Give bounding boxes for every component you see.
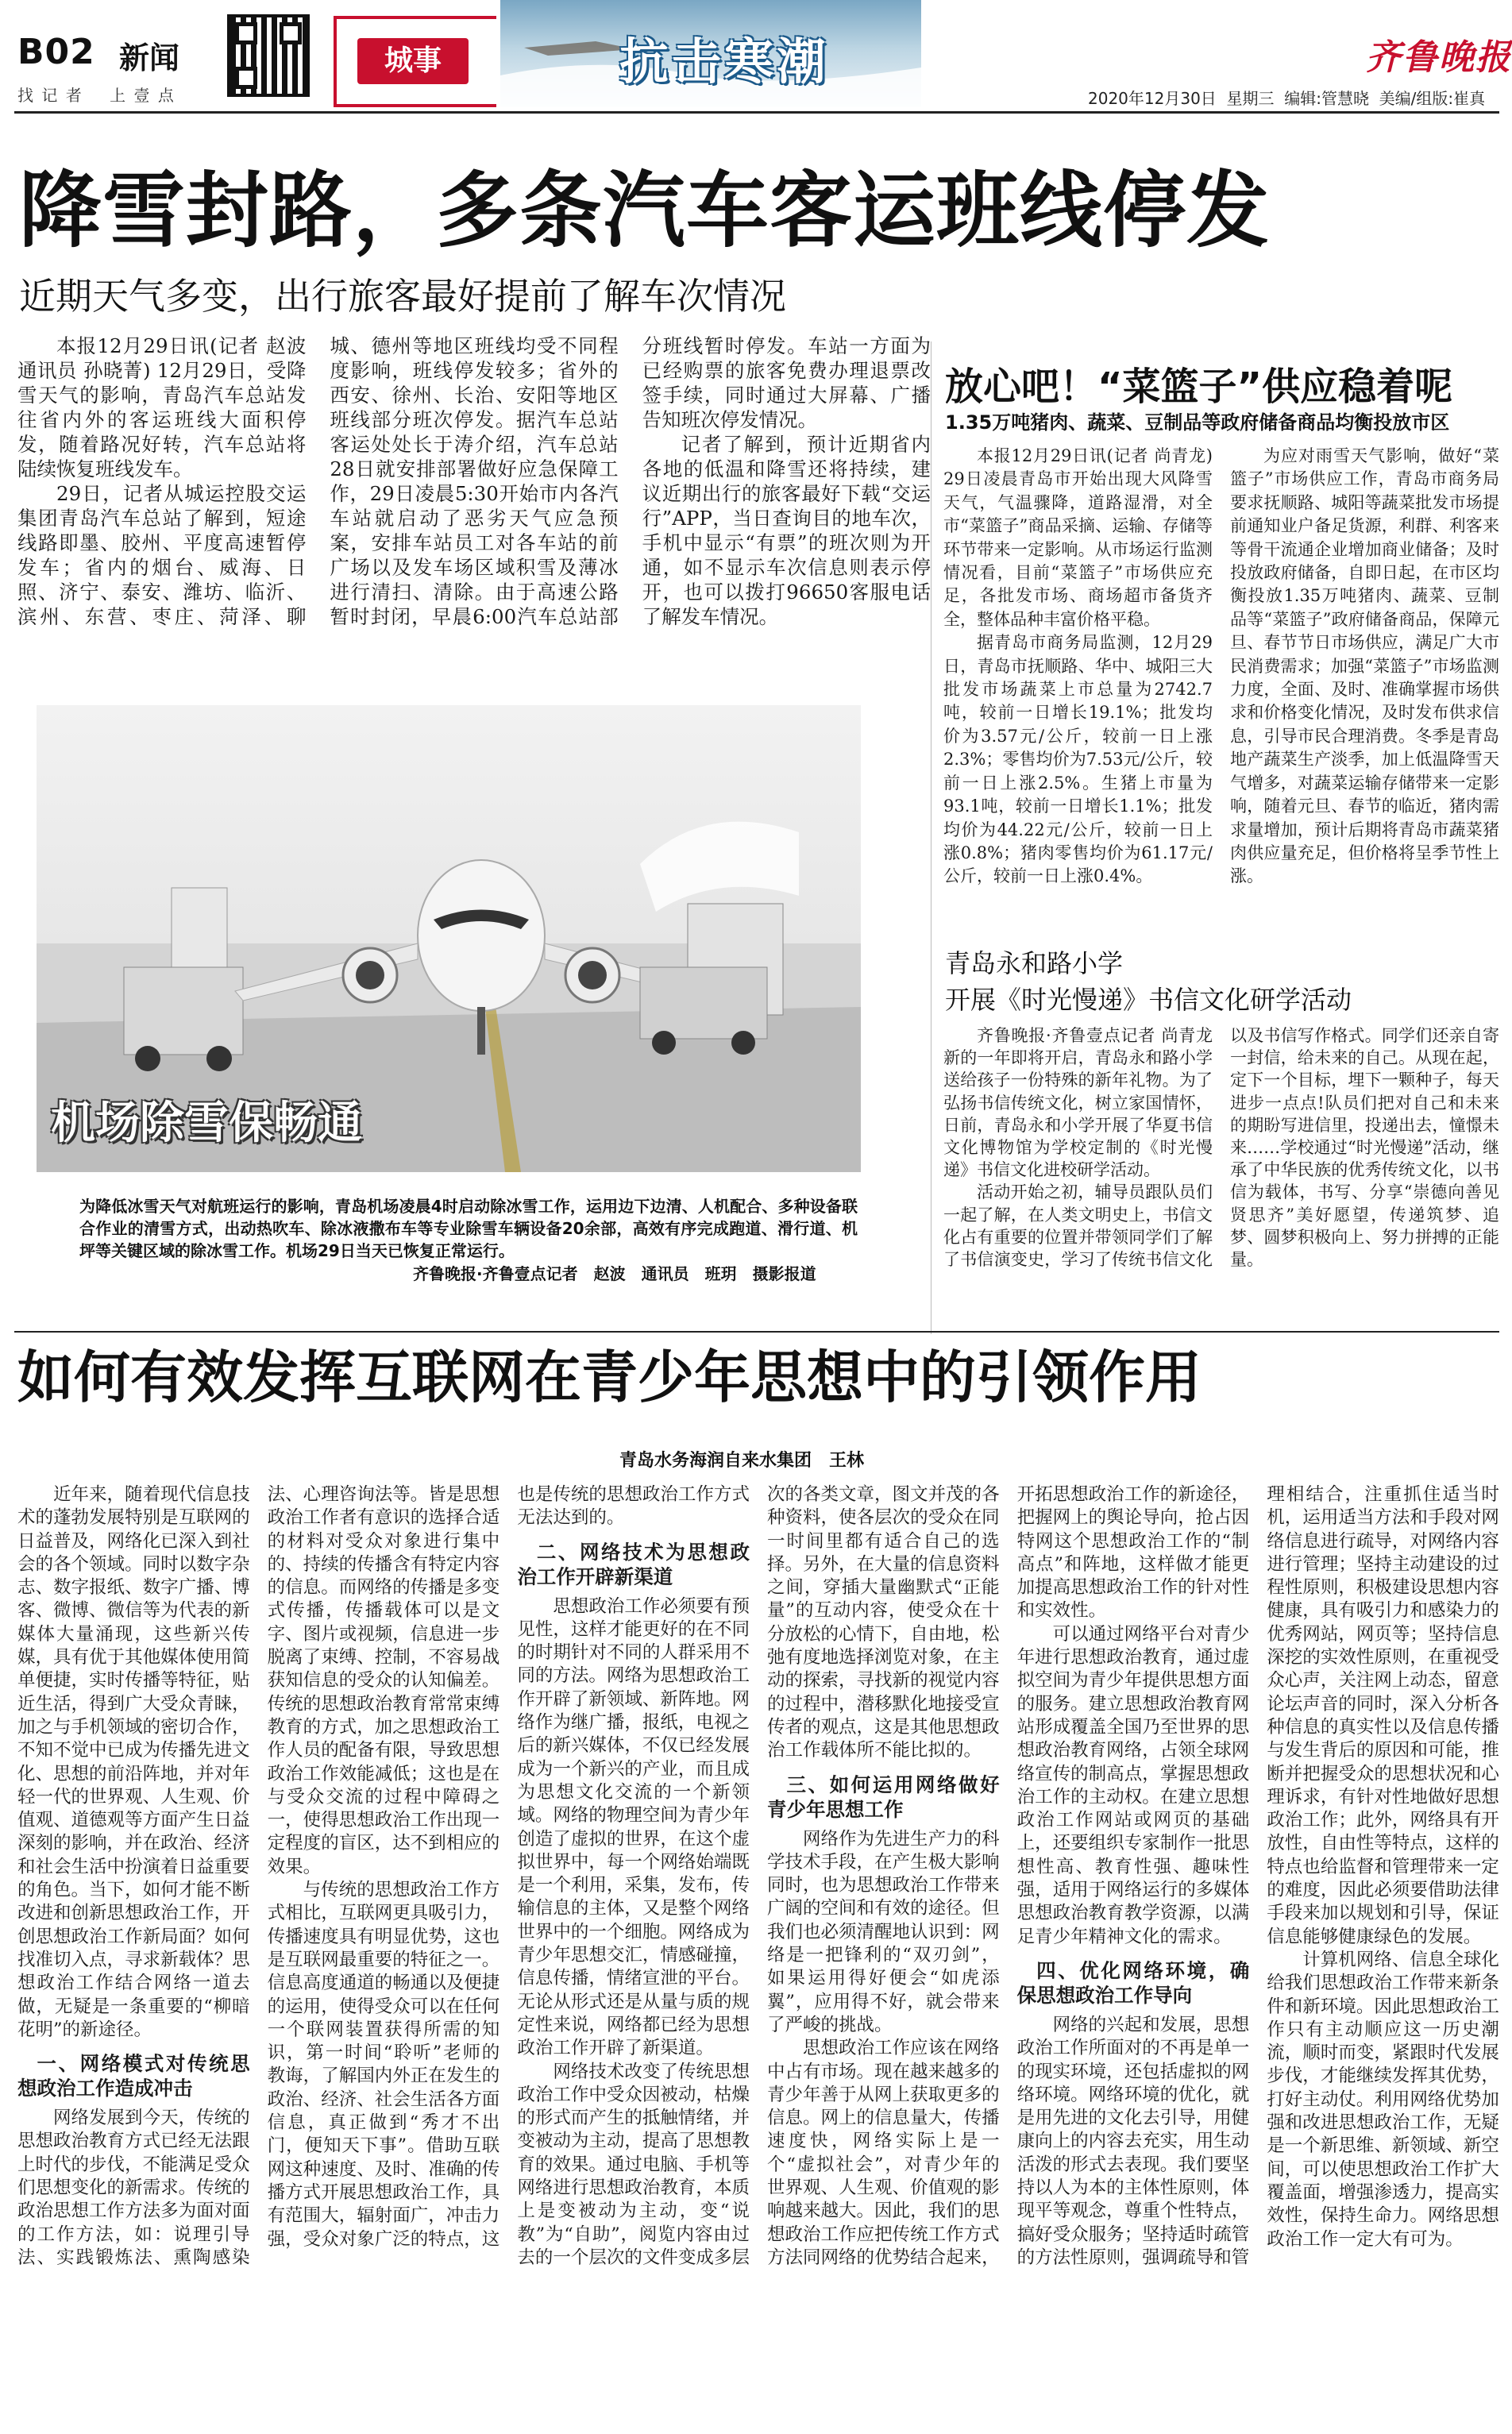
article4-section-head: 四、优化网络环境，确保思想政治工作导向 (1016, 1958, 1250, 2007)
article2-body (943, 445, 1499, 937)
article1-para: 记者了解到，预计近期省内各地的低温和降雪还将持续，建议近期出行的旅客最好下载“交运行”APP，当日查询目的地车次，手机中显示“有票”的班次则为开通，如不显示车次信息则表示停开，也可以拨打96650客服电话了解发车情况。 (642, 433, 931, 628)
article4-para: 网络发展到今天，传统的思想政治教育方式已经无法跟上时代的步伐，不能满足受众们思想变化的新需求。传统的政治思想工作方法多为面对面的工作方法，如：说理引导法、实践锻炼法、熏陶感染法、心理咨询法等。皆是思想政治工作者有意识的选择合适的材料对受众对象进行集中的、持续的传播含有特定内容的信息。而网络的传播是多变式传播，传播载体可以是文字、图片或视频，信息进一步脱离了束缚、控制，不容易战获知信息的受众的认知偏差。传统的思想政治教育常常束缚教育的方式，加之思想政治工作人员的配备有限，导致思想政治工作效能减低；这也是在与受众交流的过程中障碍之一，使得思想政治工作出现一定程度的盲区，达不到相应的效果。 (17, 1484, 500, 2268)
article4-para: 与传统的思想政治工作方式相比，互联网更具吸引力，传播速度具有明显优势，这也是互联网最重要的特征之一。信息高度通道的畅通以及便捷的运用，使得受众可以在任何一个联网装置获得所需的知识，第一时间“聆听”老师的教诲，了解国内外正在发生的政治、经济、社会生活各方面信息，真正做到“秀才不出门，便知天下事”。借助互联网这种速度、及时、准确的传播方式开展思想政治工作，具有范围大，辐射面广，冲击力强，受众对象广泛的特点，这也是传统的思想政治工作方式无法达到的。 (267, 1484, 750, 2250)
article4-para: 网络的兴起和发展，思想政治工作所面对的不再是单一的现实环境，还包括虚拟的网络环境。网络环境的优化，就是用先进的文化去引导，用健康向上的内容去充实，用生动活泼的形式去表现。我们要坚持以人为本的主体性原则，体现平等观念，尊重个性特点，搞好受众服务；坚持适时疏管的方法性原则，强调疏导和管理相结合，注重抓住适当时机，运用适当方法和手段对网络信息进行疏导，对网络内容进行管理；坚持主动建设的过程性原则，积极建设思想内容健康，具有吸引力和感染力的优秀网站，网页等；坚持信息深挖的实效性原则，在重视受众心声，关注网上动态，留意论坛声音的同时，深入分析各种信息的真实性以及信息传播与发生背后的原因和可能，推断并把握受众的思想状况和心理诉求，有针对性地做好思想政治工作；此外，网络具有开放性，自由性等特点，这样的特点也给监督和管理带来一定的难度，因此必须要借助法律手段来加以规划和引导，保证信息能够健康绿色的发展。 (1016, 1484, 1499, 2268)
article4-para: 近年来，随着现代信息技术的蓬勃发展特别是互联网的日益普及，网络化已深入到社会的各个领域。同时以数字杂志、数字报纸、数字广播、博客、微博、微信等为代表的新媒体大量涌现，这些新兴传媒，具有优于其他媒体使用简单便捷，实时传播等特征，贴近生活，得到广大受众青睐，加之与手机领域的密切合作，不知不觉中已成为传播先进文化、思想的前沿阵地，并对年轻一代的世界观、人生观、价值观、道德观等方面产生日益深刻的影响，并在政治、经济和社会生活中扮演着日益重要的角色。当下，如何才能不断改进和创新思想政治工作，开创思想政治工作新局面？如何找准切入点，寻求新载体？思想政治工作结合网络一道去做，无疑是一条重要的“柳暗花明”的新途径。 (17, 1484, 250, 2040)
article4-body (17, 1483, 1499, 2428)
article4-para: 思想政治工作必须要有预见性，这样才能更好的在不同的时期针对不同的人群采用不同的方法。网络为思想政治工作开辟了新领域、新阵地。网络作为继广播，报纸，电视之后的新兴媒体，不仅已经发展成为一个新兴的产业，而且成为思想文化交流的一个新领域。网络的物理空间为青少年创造了虚拟的世界，在这个虚拟世界中，每一个网络始端既是一个利用，采集，发布，传输信息的主体，又是整个网络世界中的一个细胞。网络成为青少年思想交汇，情感碰撞，信息传播，情绪宣泄的平台。无论从形式还是从量与质的规定性来说，网络都已经为思想政治工作开辟了新渠道。 (517, 1595, 750, 2059)
section-name: 新闻 (119, 41, 180, 75)
article3-headline-line1: 青岛永和路小学 (945, 948, 1124, 978)
article3-para: 活动开始之初，辅导员跟队员们一起了解，在人类文明史上，书信文化占有重要的位置并带领同学们了解了书信演变史，学习了传统书信文化以及书信写作格式。同学们还亲自寄一封信，给未来的自己。从现在起，定下一个目标，埋下一颗种子，每天进步一点点!队员们把对自己和未来的期盼写进信里，投递出去，憧憬未来……学校通过“时光慢递”活动，继承了中华民族的优秀传统文化，以书信为载体，书写、分享“崇德向善见贤思齐”美好愿望，传递筑梦、追梦、圆梦积极向上、努力拼搏的正能量。 (943, 1026, 1499, 1270)
article4-section-head: 二、网络技术为思想政治工作开辟新渠道 (517, 1540, 750, 1588)
photo-overlay-title: 机场除雪保畅通 (51, 1097, 362, 1149)
article1-para: 29日，记者从城运控股交运集团青岛汽车总站了解到，短途线路即墨、胶州、平度高速暂停发车；省内的烟台、威海、日照、济宁、泰安、潍坊、临沂、滨州、东营、枣庄、菏泽、聊城、德州等地区班线均受不同程度影响，班线停发较多；省外的西安、徐州、长治、安阳等地区班线部分班次停发。据汽车总站客运处处长于涛介绍，汽车总站28日就安排部署做好应急保障工作，29日凌晨5:30开始市内各汽车站就启动了恶劣天气应急预案，安排车站员工对各车站的前广场以及发车场区域积雪及薄冰进行清扫、清除。由于高速公路暂时封闭，早晨6:00汽车总站部分班线暂时停发。车站一方面为已经购票的旅客免费办理退票改签手续，同时通过大屏幕、广播告知班次停发情况。 (17, 334, 931, 628)
article1-body (17, 334, 931, 671)
article4-byline: 青岛水务海润自来水集团 王林 (619, 1451, 865, 1471)
article4-headline: 如何有效发挥互联网在青少年思想中的引领作用 (17, 1344, 1202, 1410)
qr-code-icon (227, 14, 310, 97)
article3-para: 齐鲁晚报·齐鲁壹点记者 尚青龙 新的一年即将开启，青岛永和路小学送给孩子一份特殊的新年礼物。为了弘扬书信传统文化，树立家国情怀，日前，青岛永和小学开展了华夏书信文化博物馆为学校定制的《时光慢递》书信文化进校研学活动。 (943, 1026, 1213, 1180)
banner-title: 抗击寒潮 (619, 33, 830, 91)
page-code: B02 (17, 32, 95, 72)
article2-subhead: 1.35万吨猪肉、蔬菜、豆制品等政府储备商品均衡投放市区 (945, 411, 1450, 434)
column-divider (931, 341, 932, 1334)
article4-para: 可以通过网络平台对青少年进行思想政治教育，通过虚拟空间为青少年提供思想方面的服务。建立思想政治教育网站形成覆盖全国乃至世界的思想政治教育网络，占领全球网络宣传的制高点，掌握思想政治工作的主动权。在建立思想政治工作网站或网页的基础上，还要组织专家制作一批思想性高、教育性强、趣味性强，适用于网络运行的多媒体思想政治教育教学资源，以满足青少年精神文化的需求。 (1016, 1623, 1250, 1947)
article2-headline: 放心吧！“菜篮子”供应稳着呢 (945, 365, 1453, 409)
photo-caption: 为降低冰雪天气对航班运行的影响，青岛机场凌晨4时启动除冰雪工作，运用边下边清、人机配合、多种设备联合作业的清雪方式，出动热吹车、除冰液撒布车等专业除雪车辆设备20余部，高效有序完成跑道、滑行道、机坪等关键区域的除冰雪工作。机场29日当天已恢复正常运行。 (79, 1197, 858, 1260)
article4-section-head: 一、网络模式对传统思想政治工作造成冲击 (17, 2052, 250, 2100)
masthead-rule (14, 111, 1499, 114)
paper-logo: 齐鲁晚报 (1366, 37, 1512, 78)
article1-headline: 降雪封路，多条汽车客运班线停发 (19, 162, 1271, 259)
article4-para: 思想政治工作应该在网络中占有市场。现在越来越多的青少年善于从网上获取更多的信息。网上的信息量大，传播速度快，网络实际上是一个“虚拟社会”，对青少年的世界观、人生观、价值观的影响越来越大。因此，我们的思想政治工作应把传统工作方式方法同网络的优势结合起来，开拓思想政治工作的新途径，把握网上的舆论导向，抢占因特网这个思想政治工作的“制高点”和阵地，这样做才能更加提高思想政治工作的针对性和实效性。 (766, 1484, 1250, 2268)
article2-para: 据青岛市商务局监测，12月29日，青岛市抚顺路、华中、城阳三大批发市场蔬菜上市总量为2742.7吨，较前一日增长19.1%；批发均价为3.57元/公斤，较前一日上涨2.3%；零售均价为7.53元/公斤，较前一日上涨2.5%。生猪上市量为93.1吨，较前一日增长1.1%；批发均价为44.22元/公斤，较前一日上涨0.8%；猪肉零售均价为61.17元/公斤，较前一日上涨0.4%。 (943, 633, 1213, 886)
article2-para: 本报12月29日讯(记者 尚青龙) 29日凌晨青岛市开始出现大风降雪天气，气温骤降，道路湿滑，对全市“菜篮子”商品采摘、运输、存储等环节带来一定影响。从市场运行监测情况看，目前“菜篮子”市场供应充足，各批发市场、商场超市备货齐全，整体品种丰富价格平稳。 (943, 446, 1213, 629)
issue-meta: 2020年12月30日 星期三 编辑:管慧晓 美编/组版:崔真 (1088, 89, 1486, 108)
section-tag-label: 城事 (357, 38, 469, 84)
article3-body (943, 1024, 1499, 1331)
article1-para: 本报12月29日讯(记者 赵波 通讯员 孙晓菁) 12月29日，受降雪天气的影响，青岛汽车总站发往省内外的客运班线大面积停发，随着路况好转，汽车总站将陆续恢复班线发车。 (17, 334, 307, 480)
article4-section-head: 三、如何运用网络做好青少年思想工作 (766, 1772, 1000, 1821)
article4-para: 计算机网络、信息全球化给我们思想政治工作带来新条件和新环境。因此思想政治工作只有主动顺应这一历史潮流，顺时而变，紧跟时代发展步伐，才能继续发挥其优势，打好主动仗。利用网络优势加强和改进思想政治工作，无疑是一个新思维、新领域、新空间，可以使思想政治工作扩大覆盖面，增强渗透力，提高实效性，保持生命力。网络思想政治工作一定大有可为。 (1267, 1949, 1499, 2250)
photo-credit: 齐鲁晚报·齐鲁壹点记者 赵波 通讯员 班玥 摄影报道 (413, 1264, 816, 1283)
article1-subhead: 近期天气多变，出行旅客最好提前了解车次情况 (19, 275, 786, 318)
slogan: 找 记 者 上 壹 点 (17, 86, 176, 105)
airport-photo (37, 705, 861, 1172)
article4-para: 网络作为先进生产力的科学技术手段，在产生极大影响同时，也为思想政治工作带来广阔的空间和有效的途径。但我们也必须清醒地认识到：网络是一把锋利的“双刃剑”，如果运用得好便会“如虎添翼”，应用得不好，就会带来了严峻的挑战。 (766, 1828, 1000, 2035)
section-rule (14, 1331, 1499, 1333)
article2-para: 为应对雨雪天气影响，做好“菜篮子”市场供应工作，青岛市商务局要求抚顺路、城阳等蔬菜批发市场提前通知业户备足货源，利群、利客来等骨干流通企业增加商业储备；及时投放政府储备，自即日起，在市区均衡投放1.35万吨猪肉、蔬菜、豆制品等“菜篮子”政府储备商品，保障元旦、春节节日市场供应，满足广大市民消费需求；加强“菜篮子”市场监测力度，全面、及时、准确掌握市场供求和价格变化情况，及时发布供求信息，引导市民合理消费。冬季是青岛地产蔬菜生产淡季，加上低温降雪天气增多，对蔬菜运输存储带来一定影响，随着元旦、春节的临近，猪肉需求量增加，预计后期将青岛市蔬菜猪肉供应量充足，但价格将呈季节性上涨。 (1230, 446, 1499, 886)
article3-headline-line2: 开展《时光慢递》书信文化研学活动 (945, 985, 1352, 1015)
article4-para: 网络技术改变了传统思想政治工作中受众因被动，枯燥的形式而产生的抵触情绪，并变被动为主动，提高了思想教育的效果。通过电脑、手机等网络进行思想政治教育，本质上是变被动为主动，变“说教”为“自助”，阅览内容由过去的一个层次的文件变成多层次的各类文章，图文并茂的各种资料，使各层次的受众在同一时间里都有适合自己的选择。另外，在大量的信息资料之间，穿插大量幽默式“正能量”的互动内容，使受众在十分放松的心情下，自由地，松弛有度地选择浏览对象，在主动的探索，寻找新的视觉内容的过程中，潜移默化地接受宣传者的观点，这是其他思想政治工作载体所不能比拟的。 (517, 1484, 1000, 2268)
